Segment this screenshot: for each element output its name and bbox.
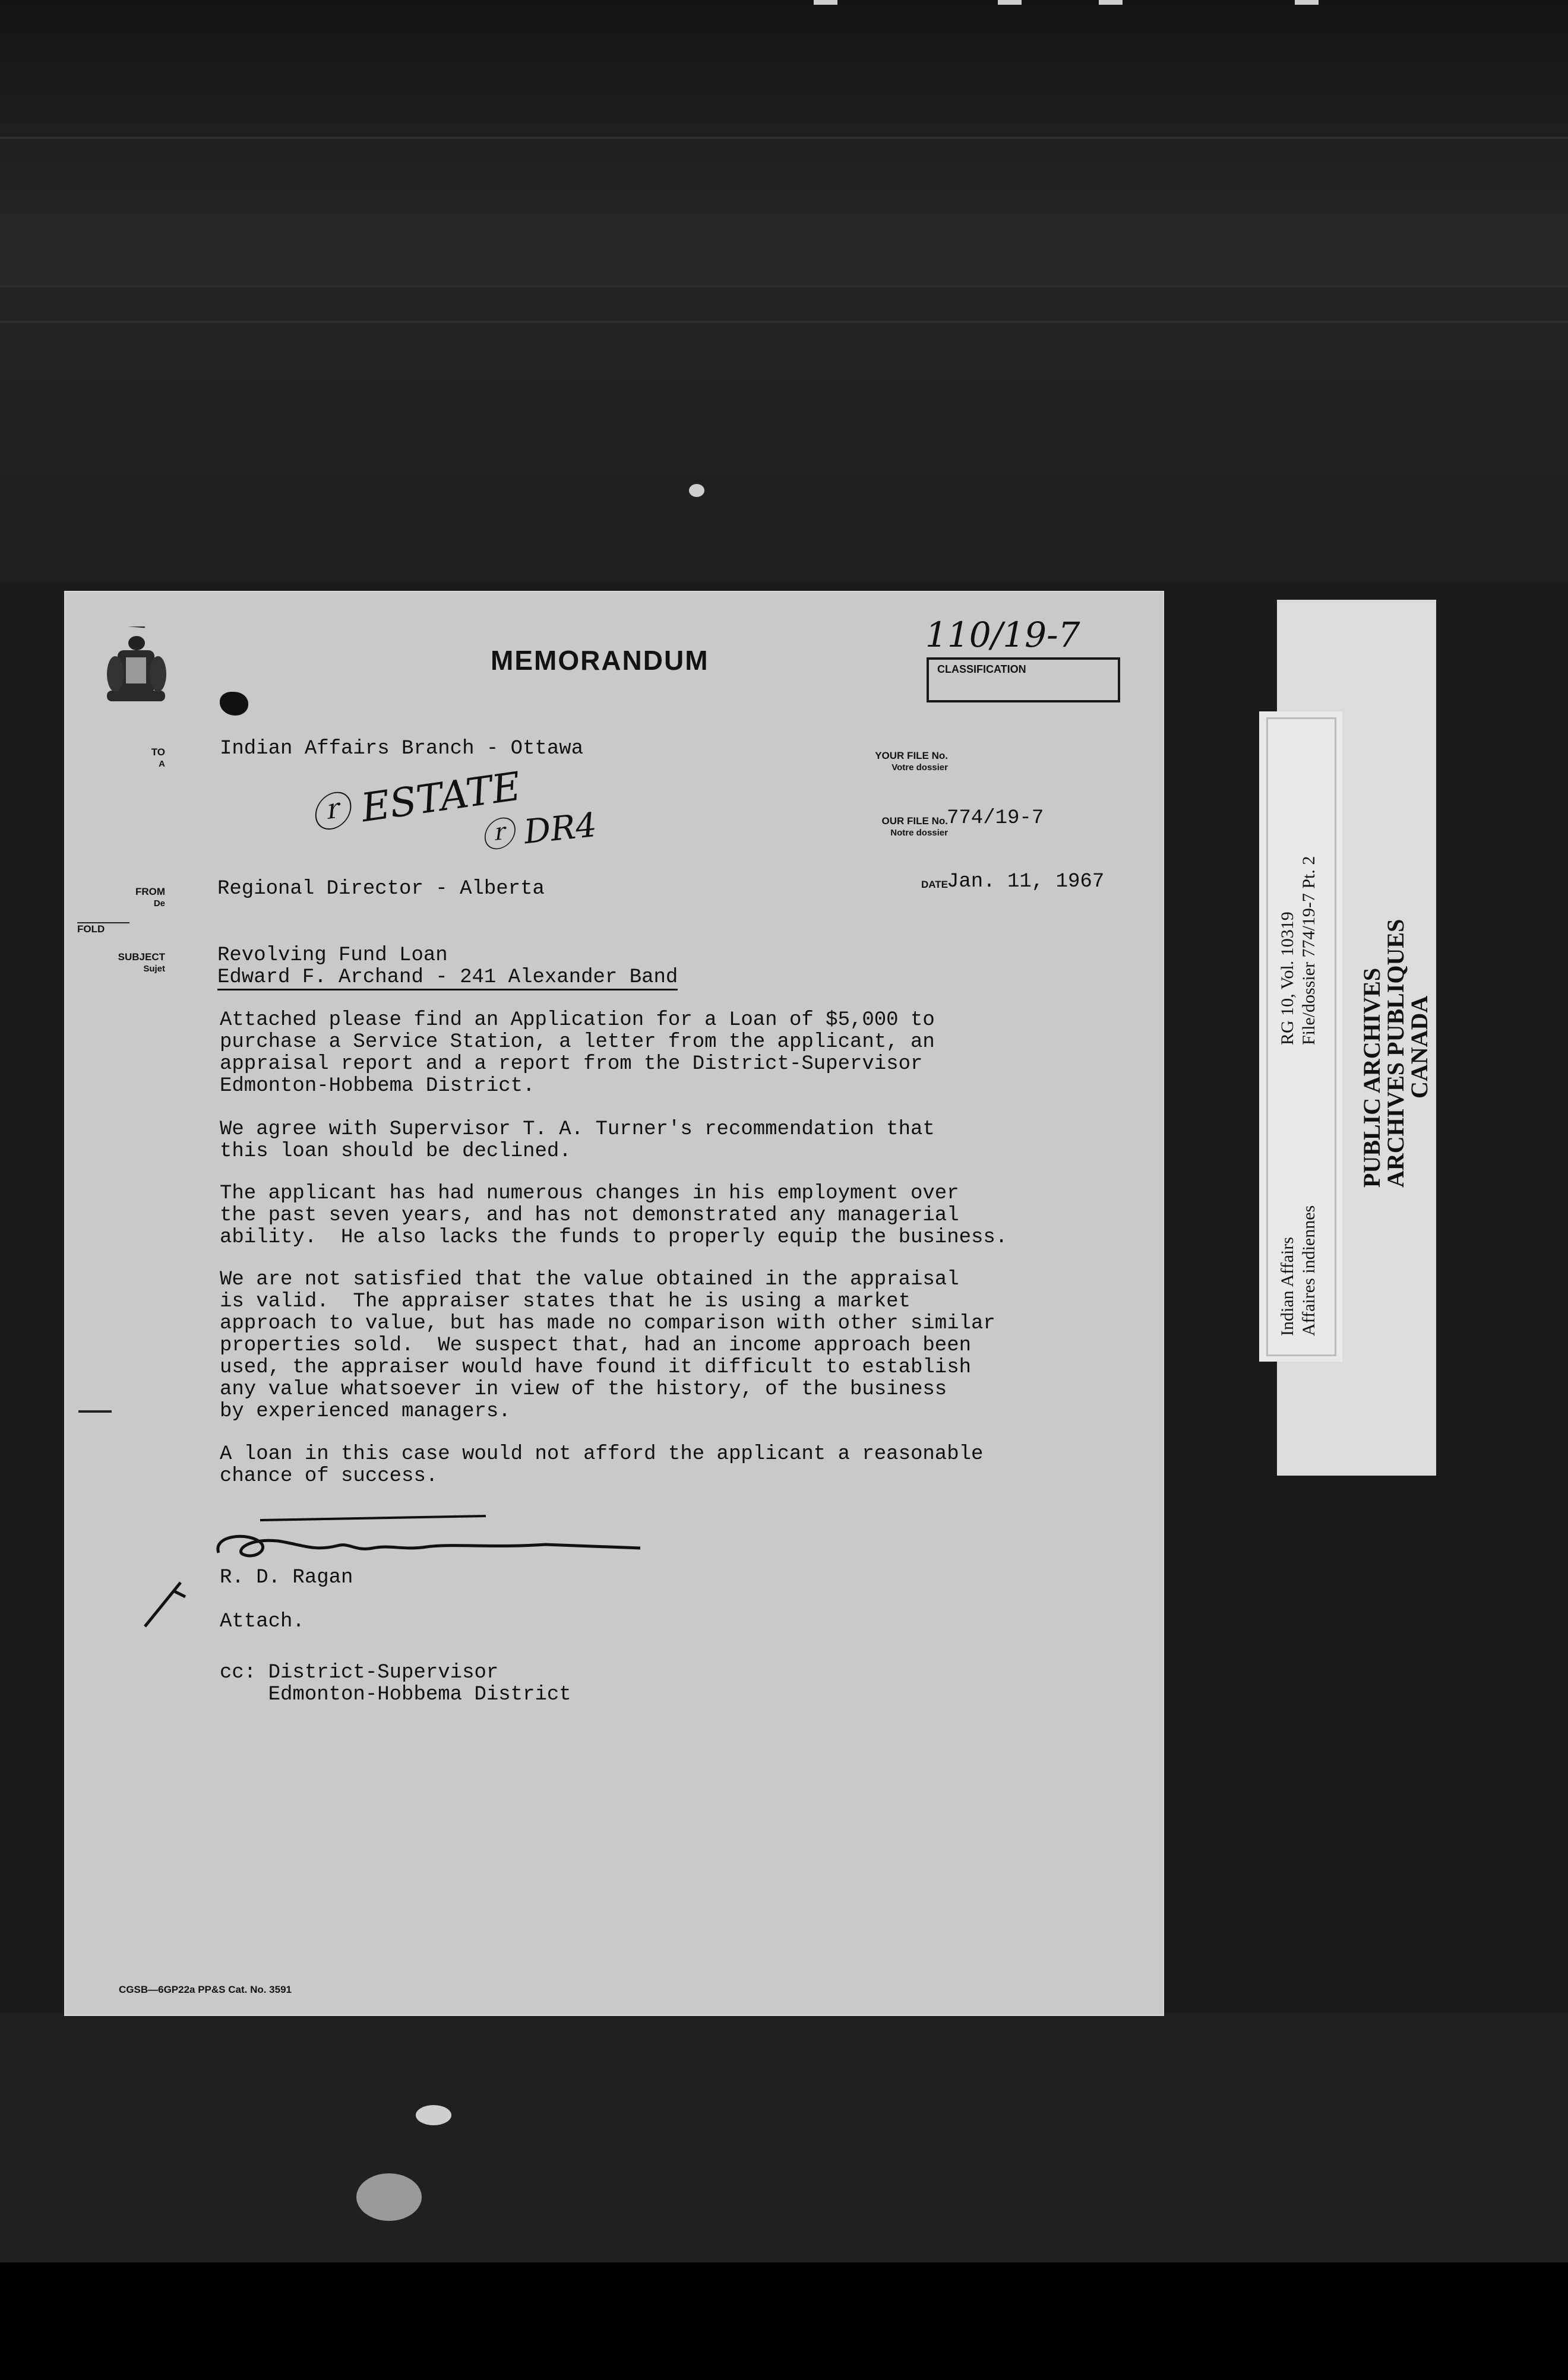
subject-label: SUBJECT Sujet [118,951,165,974]
classification-label: CLASSIFICATION [937,663,1026,675]
handwritten-file-number: 110/19-7 [925,615,1080,655]
our-file-label: OUR FILE No. Notre dossier [881,815,948,838]
memo-title: MEMORANDUM [491,645,709,676]
cc-list: cc: District-Supervisor Edmonton-Hobbema District [220,1661,571,1706]
from-value: Regional Director - Alberta [217,878,545,900]
subject-line-2: Edward F. Archand - 241 Alexander Band [217,967,678,990]
film-scan-line [0,321,1568,323]
subject-line-1: Revolving Fund Loan [217,944,448,967]
archive-fonds-text: Indian Affairs Affaires indiennes [1278,1205,1319,1336]
body-paragraph-3: The applicant has had numerous changes in his employment over the past seven years, and has not demonstrated any managerial ability. He also lacks the funds to properly equip the business. [220,1182,1008,1249]
film-black-bar [0,2262,1568,2380]
initial-mark [141,1577,189,1630]
archive-reference-text: RG 10, Vol. 10319 File/dossier 774/19-7 Pt. 2 [1278,856,1319,1045]
film-background-top [0,0,1568,582]
form-code: CGSB—6GP22a PP&S Cat. No. 3591 [119,1984,292,1995]
our-file-value: 774/19-7 [947,807,1044,830]
handwritten-estate-note: ⓡ ESTATE [307,763,524,838]
attach-note: Attach. [220,1610,305,1633]
fold-label: FOLD [77,922,129,935]
ink-blot [220,692,248,716]
film-speck [689,484,704,497]
body-paragraph-5: A loan in this case would not afford the applicant a reasonable chance of success. [220,1443,984,1488]
classification-box [927,657,1120,702]
canada-coat-of-arms-icon [103,626,169,713]
film-scan-line [0,137,1568,139]
from-label: FROM De [135,886,165,909]
body-paragraph-2: We agree with Supervisor T. A. Turner's recommendation that this loan should be declined. [220,1118,935,1163]
archive-stamp: PUBLIC ARCHIVES ARCHIVES PUBLIQUES CANADA [1358,919,1433,1188]
signature-mark [213,1505,747,1571]
to-value: Indian Affairs Branch - Ottawa [220,738,584,760]
to-label: TO A [151,746,165,769]
memorandum-page [64,591,1164,2016]
film-speck [1295,0,1319,5]
your-file-label: YOUR FILE No. Votre dossier [875,750,948,773]
film-background-bottom [0,2013,1568,2262]
handwritten-dr4-note: ⓡ DR4 [478,805,599,857]
film-speck [1099,0,1123,5]
film-speck [998,0,1022,5]
date-label: DATE [921,879,948,890]
film-scan-line [0,285,1568,287]
date-value: Jan. 11, 1967 [947,871,1105,893]
film-speck [356,2173,422,2221]
signer-name: R. D. Ragan [220,1566,353,1589]
margin-tick [78,1410,112,1413]
film-speck [416,2105,451,2125]
film-speck [814,0,837,5]
body-paragraph-4: We are not satisfied that the value obtained in the appraisal is valid. The appraiser states that he is using a market approach to value, but has made no comparison with other similar properties sold. We suspect that, had an income approach been used, the appraiser would have found it difficult to establish any value whatsoever in view of the history, of the business by experienced managers. [220,1268,995,1423]
body-paragraph-1: Attached please find an Application for a Loan of $5,000 to purchase a Service Station, a letter from the applicant, an appraisal report and a report from the District-Supervisor Edmonton-Hobbema District. [220,1009,935,1097]
